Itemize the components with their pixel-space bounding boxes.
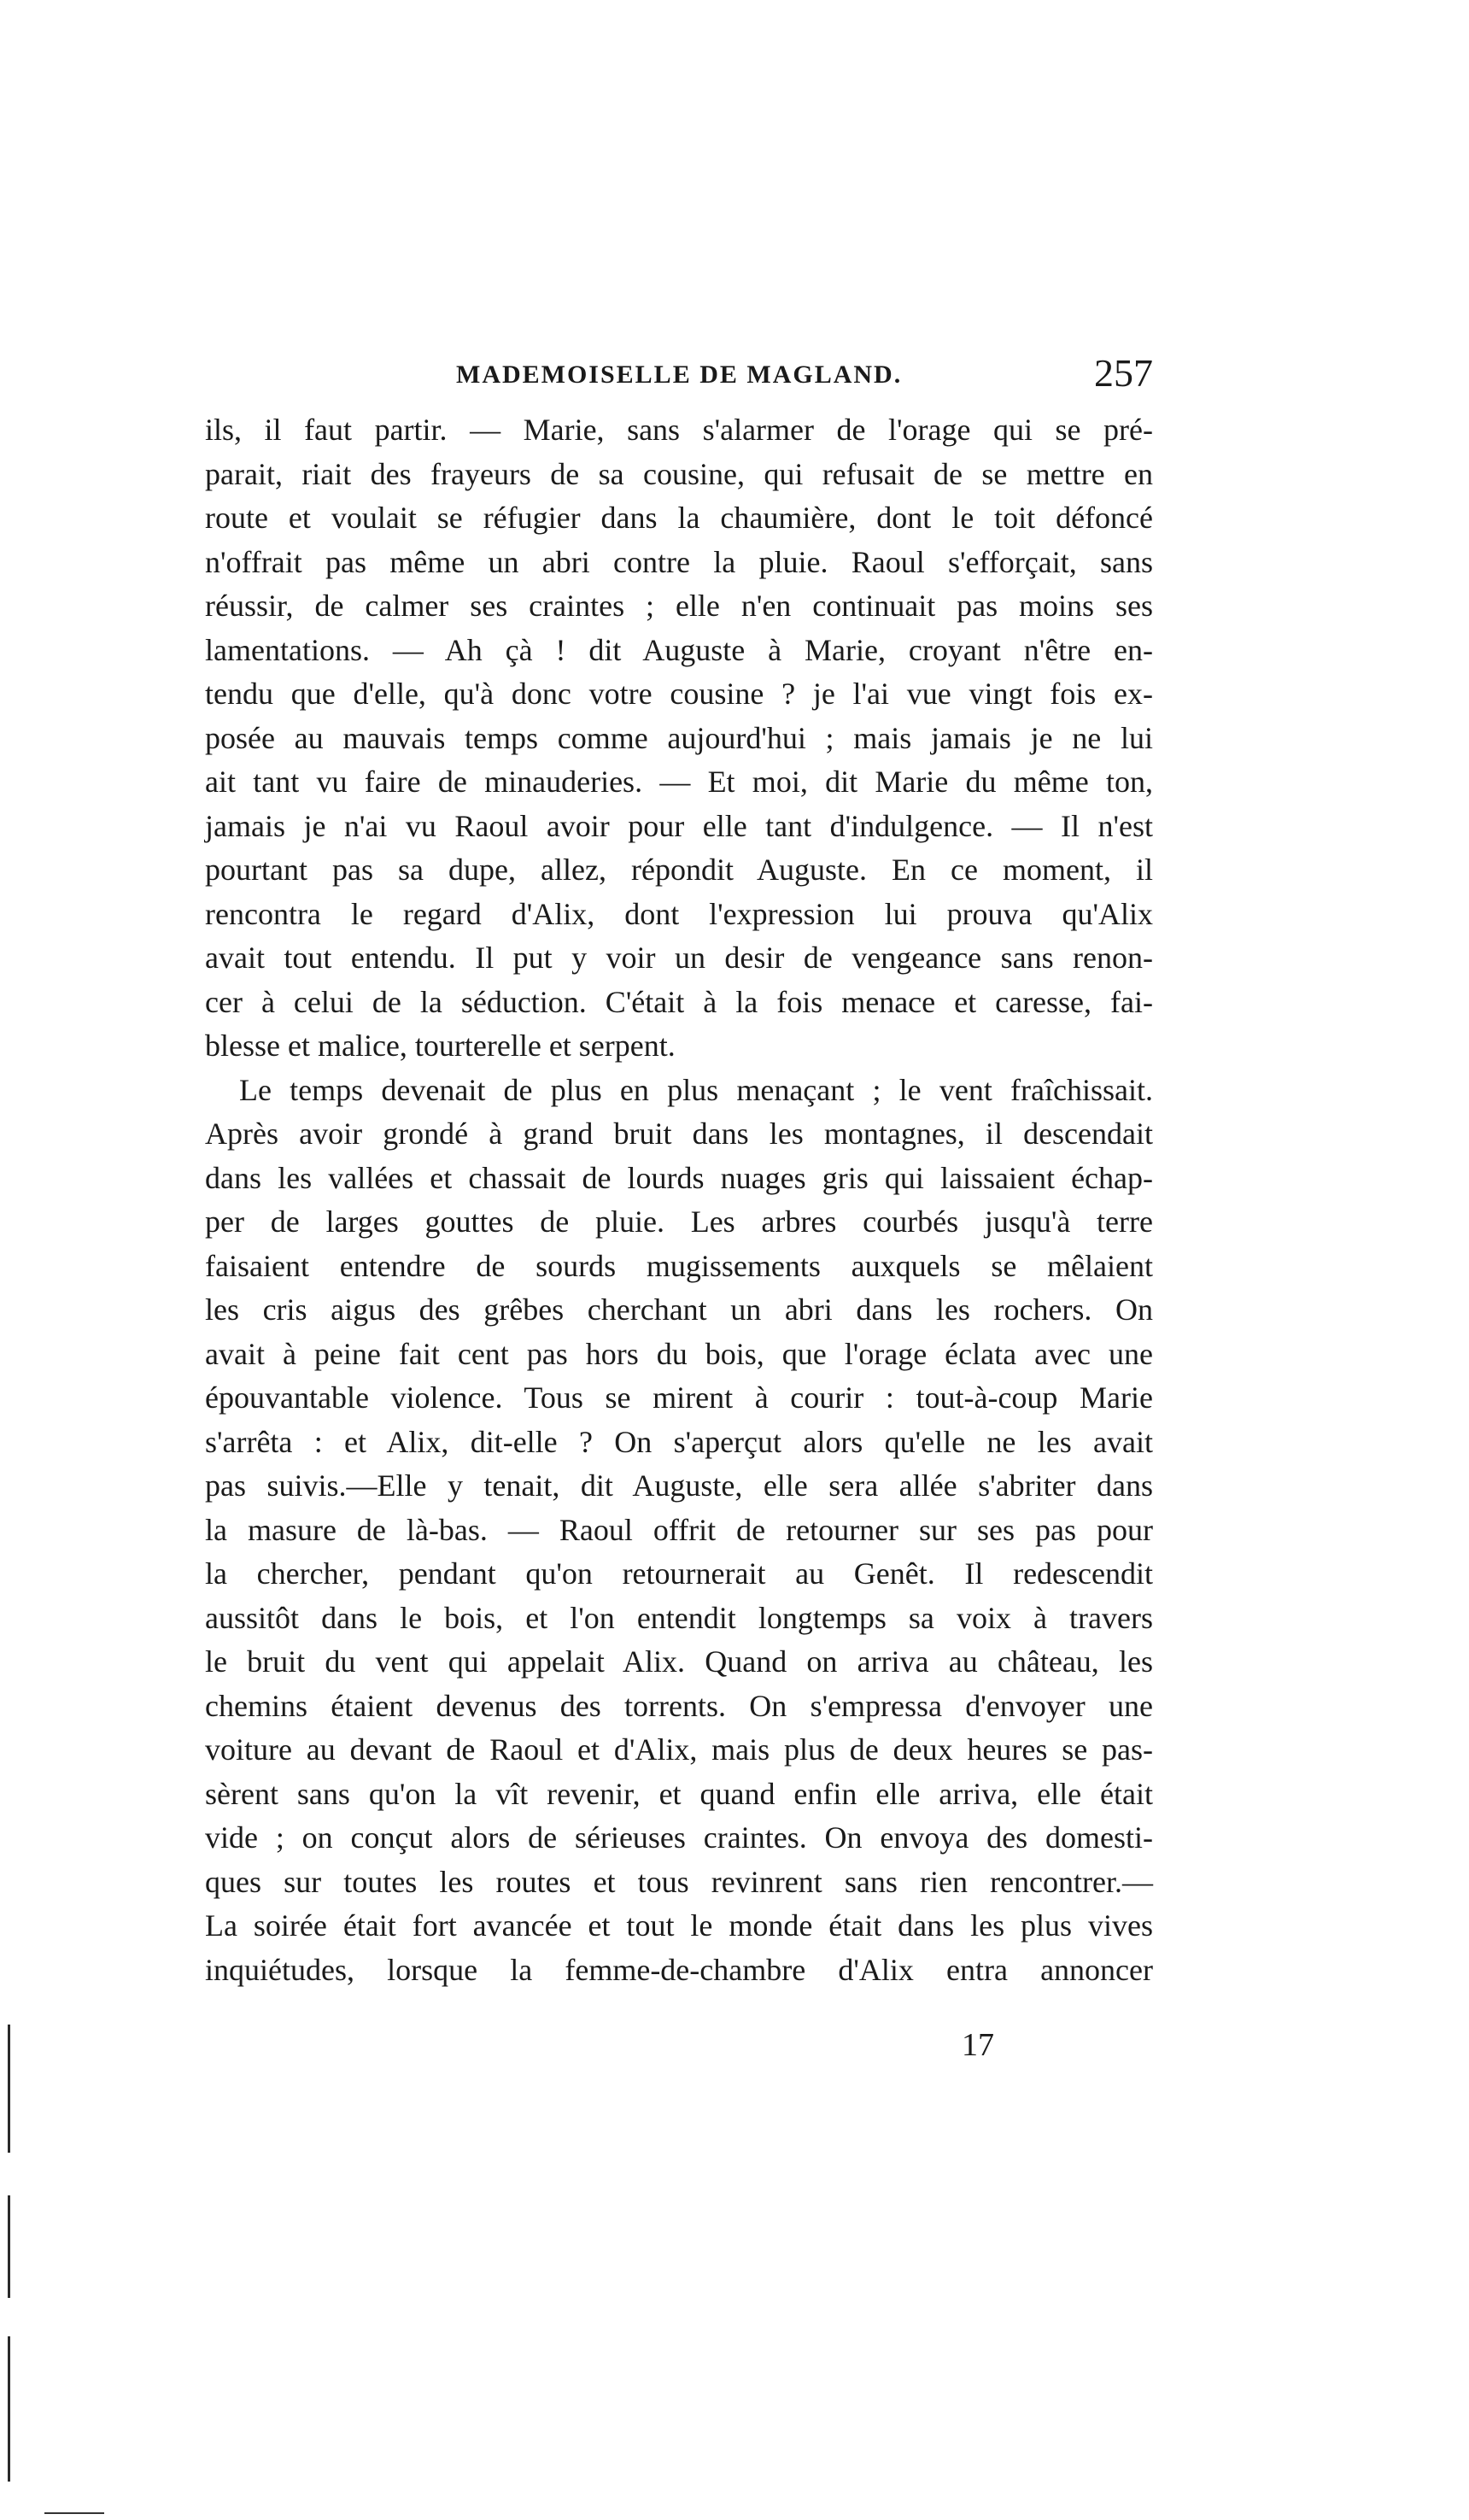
text-line: inquiétudes, lorsque la femme-de-chambre d'Alix entra annoncer	[205, 1952, 1153, 1987]
text-line: s'arrêta : et Alix, dit-elle ? On s'aperçut alors qu'elle ne les avait	[205, 1424, 1153, 1459]
text-line: pas suivis.—Elle y tenait, dit Auguste, elle sera allée s'abriter dans	[205, 1468, 1153, 1503]
text-line: la chercher, pendant qu'on retournerait au Genêt. Il redescendit	[205, 1556, 1153, 1591]
running-title: MADEMOISELLE DE MAGLAND.	[456, 360, 903, 389]
text-line: voiture au devant de Raoul et d'Alix, mais plus de deux heures se pas-	[205, 1732, 1153, 1767]
text-line: cer à celui de la séduction. C'était à la fois menace et caresse, fai-	[205, 984, 1153, 1019]
text-line: dans les vallées et chassait de lourds nuages gris qui laissaient échap-	[205, 1160, 1153, 1195]
text-line: les cris aigus des grêbes cherchant un abri dans les rochers. On	[205, 1292, 1153, 1327]
text-line: posée au mauvais temps comme aujourd'hui ; mais jamais je ne lui	[205, 720, 1153, 755]
text-line: avait à peine fait cent pas hors du bois, que l'orage éclata avec une	[205, 1336, 1153, 1371]
text-line: rencontra le regard d'Alix, dont l'expression lui prouva qu'Alix	[205, 896, 1153, 931]
paragraph-first-line: Le temps devenait de plus en plus menaçant ; le vent fraîchissait.	[239, 1072, 1153, 1107]
text-line: ils, il faut partir. — Marie, sans s'alarmer de l'orage qui se pré-	[205, 413, 1153, 447]
text-line: avait tout entendu. Il put y voir un desir de vengeance sans renon-	[205, 941, 1153, 975]
scan-margin-line	[8, 2336, 10, 2482]
text-line: pourtant pas sa dupe, allez, répondit Auguste. En ce moment, il	[205, 853, 1153, 887]
text-line: parait, riait des frayeurs de sa cousine, qui refusait de se mettre en	[205, 456, 1153, 491]
text-line: sèrent sans qu'on la vît revenir, et quand enfin elle arriva, elle était	[205, 1776, 1153, 1811]
body-text	[205, 408, 1153, 1992]
text-line: ques sur toutes les routes et tous revinrent sans rien rencontrer.—	[205, 1864, 1153, 1899]
page-header	[205, 345, 1153, 396]
text-line: lamentations. — Ah çà ! dit Auguste à Marie, croyant n'être en-	[205, 632, 1153, 667]
text-line: blesse et malice, tourterelle et serpent.	[205, 1029, 676, 1063]
text-line: route et voulait se réfugier dans la chaumière, dont le toit défoncé	[205, 501, 1153, 535]
text-line: faisaient entendre de sourds mugissements auxquels se mêlaient	[205, 1248, 1153, 1283]
text-line: réussir, de calmer ses craintes ; elle n'en continuait pas moins ses	[205, 589, 1153, 623]
text-line: la masure de là-bas. — Raoul offrit de retourner sur ses pas pour	[205, 1512, 1153, 1547]
text-line: n'offrait pas même un abri contre la pluie. Raoul s'efforçait, sans	[205, 544, 1153, 579]
page-number: 257	[1094, 351, 1153, 395]
text-line: Après avoir grondé à grand bruit dans les montagnes, il descendait	[205, 1116, 1153, 1151]
signature-mark: 17	[962, 2027, 994, 2063]
scan-edge-mark	[44, 2512, 104, 2514]
scan-margin-line	[8, 2195, 10, 2298]
text-line: per de larges gouttes de pluie. Les arbres courbés jusqu'à terre	[205, 1204, 1153, 1239]
text-line: épouvantable violence. Tous se mirent à courir : tout-à-coup Marie	[205, 1380, 1153, 1415]
text-line: La soirée était fort avancée et tout le monde était dans les plus vives	[205, 1908, 1153, 1943]
text-line: aussitôt dans le bois, et l'on entendit longtemps sa voix à travers	[205, 1600, 1153, 1635]
text-line: ait tant vu faire de minauderies. — Et moi, dit Marie du même ton,	[205, 765, 1153, 799]
text-line: vide ; on conçut alors de sérieuses craintes. On envoya des domesti-	[205, 1820, 1153, 1855]
text-line: chemins étaient devenus des torrents. On s'empressa d'envoyer une	[205, 1688, 1153, 1723]
text-line: jamais je n'ai vu Raoul avoir pour elle tant d'indulgence. — Il n'est	[205, 808, 1153, 843]
scan-margin-line	[8, 2025, 10, 2153]
text-line: le bruit du vent qui appelait Alix. Quand on arriva au château, les	[205, 1644, 1153, 1679]
text-line: tendu que d'elle, qu'à donc votre cousine ? je l'ai vue vingt fois ex-	[205, 677, 1153, 711]
